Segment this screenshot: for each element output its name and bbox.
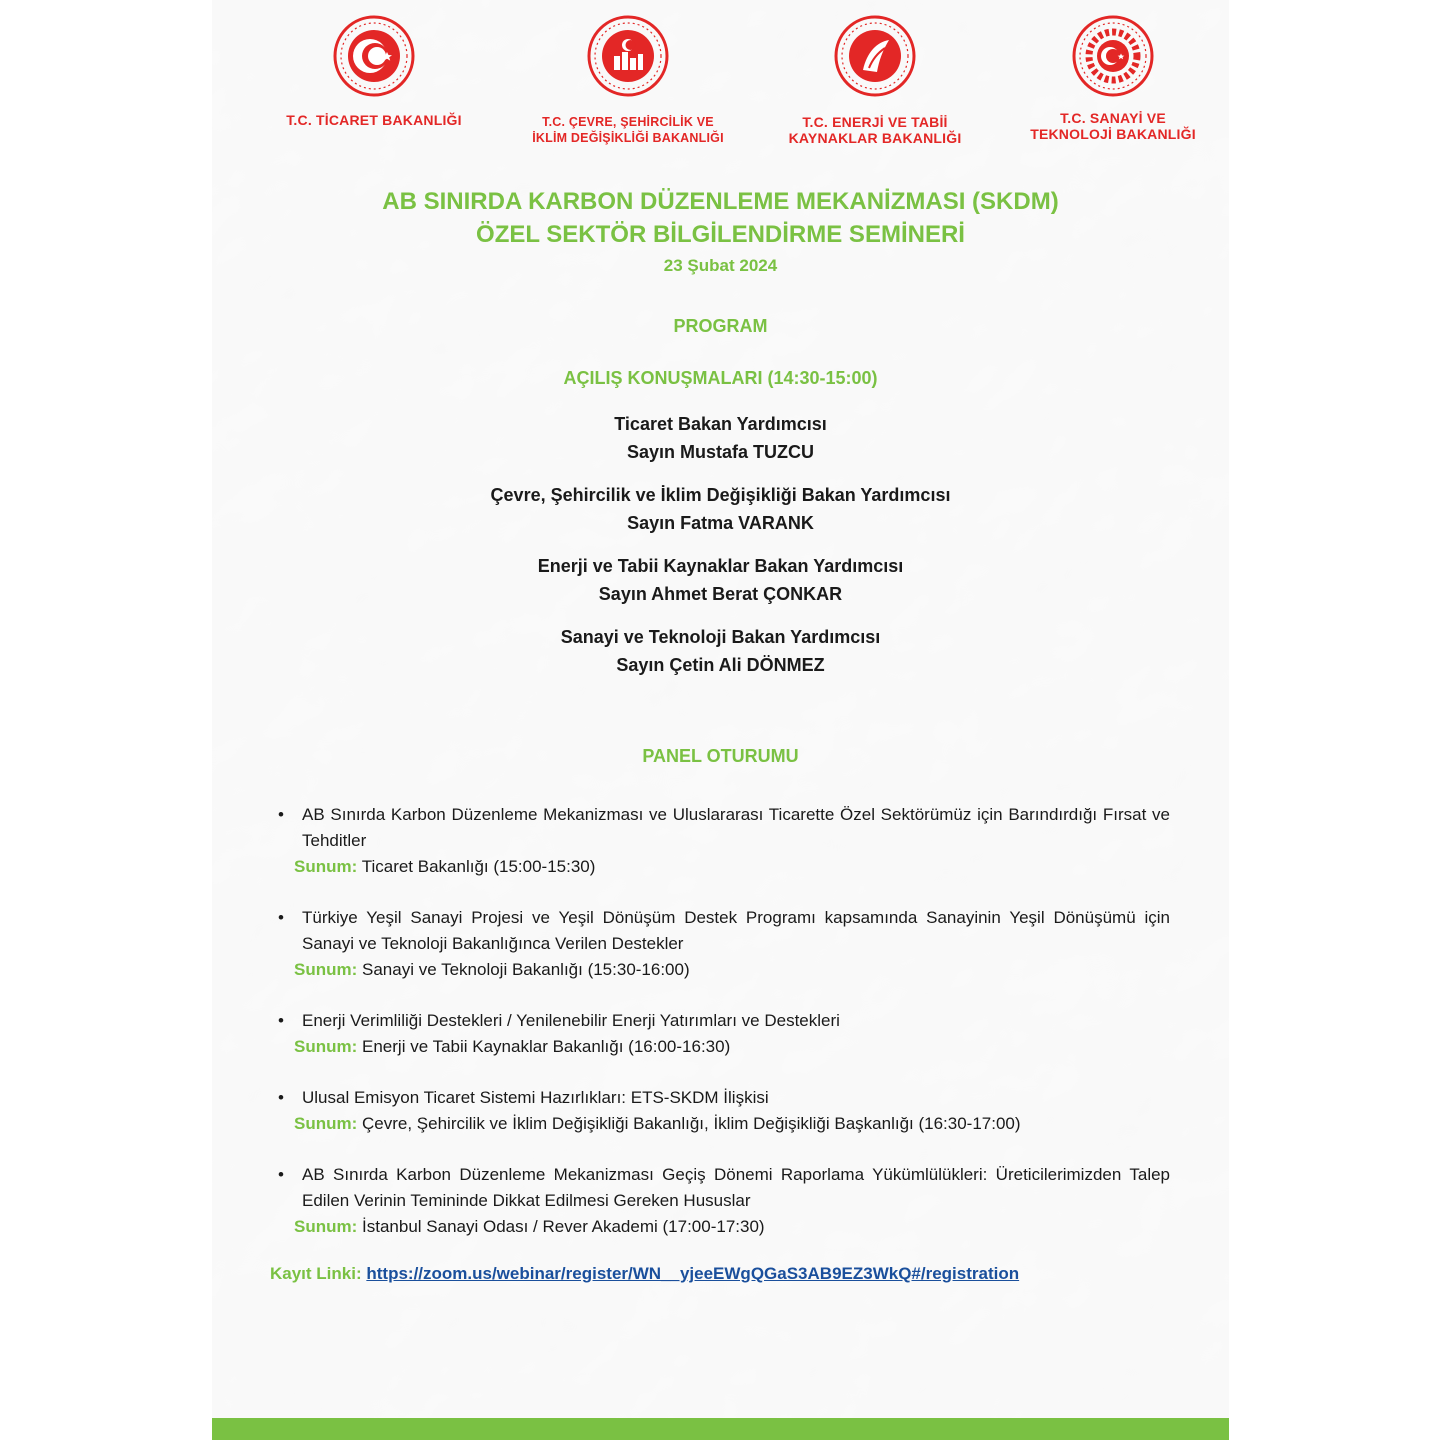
sanayi-seal-icon [1071, 14, 1155, 98]
logo-name-line1: T.C. SANAYİ VE [1060, 110, 1166, 126]
registration-line [270, 1264, 1210, 1284]
cevre-seal-icon [586, 14, 670, 98]
program-heading: PROGRAM [673, 316, 768, 336]
list-item [278, 802, 1170, 880]
seminar-title-block [212, 186, 1229, 280]
speaker-entry [212, 552, 1229, 623]
logo-name-line2: KAYNAKLAR BAKANLIĞI [788, 130, 962, 146]
logo-sanayi [1008, 14, 1218, 142]
logo-name-line2: İKLİM DEĞİŞİKLİĞİ BAKANLIĞI [532, 131, 724, 145]
panel-topic: Türkiye Yeşil Sanayi Projesi ve Yeşil Dönüşüm Destek Programı kapsamında Sanayinin Yeşil Dönüşümü için Sanayi ve Teknoloji Bakanlığınca Verilen Destekler [302, 908, 1170, 953]
logo-ticaret [266, 14, 482, 128]
panel-session-list [278, 802, 1170, 1240]
bullet-icon: • [278, 805, 284, 824]
title-line1: AB SINIRDA KARBON DÜZENLEME MEKANİZMASI (SKDM) [382, 188, 1059, 215]
sunum-label: Sunum: [294, 1037, 358, 1056]
panel-heading: PANEL OTURUMU [642, 746, 799, 766]
presenter-text: Çevre, Şehircilik ve İklim Değişikliği Bakanlığı, İklim Değişikliği Başkanlığı (16:30-17:00) [362, 1114, 1021, 1133]
seminar-date: 23 Şubat 2024 [663, 256, 778, 275]
speaker-name: Sayın Fatma VARANK [627, 513, 814, 533]
presenter-text: Sanayi ve Teknoloji Bakanlığı (15:30-16:00) [362, 960, 690, 979]
presenter-text: Enerji ve Tabii Kaynaklar Bakanlığı (16:00-16:30) [362, 1037, 731, 1056]
panel-presenter [294, 1214, 1170, 1240]
bullet-icon: • [278, 908, 284, 927]
speaker-entry [212, 623, 1229, 694]
enerji-seal-icon [833, 14, 917, 98]
presenter-text: Ticaret Bakanlığı (15:00-15:30) [361, 857, 596, 876]
list-item [278, 1162, 1170, 1240]
panel-topic: Ulusal Emisyon Ticaret Sistemi Hazırlıkları: ETS-SKDM İlişkisi [302, 1088, 769, 1107]
poster-page [212, 0, 1229, 1440]
logo-cevre [514, 14, 742, 146]
panel-presenter [294, 854, 1170, 880]
logo-enerji [766, 14, 984, 146]
panel-topic: AB Sınırda Karbon Düzenleme Mekanizması Geçiş Dönemi Raporlama Yükümlülükleri: Üreticilerimizden Talep Edilen Verinin Temininde Dikkat Edilmesi Gereken Hususlar [302, 1165, 1170, 1210]
speaker-name: Sayın Ahmet Berat ÇONKAR [598, 584, 843, 604]
sunum-label: Sunum: [294, 857, 358, 876]
speaker-role: Ticaret Bakan Yardımcısı [614, 414, 827, 434]
logo-name-line1: T.C. ÇEVRE, ŞEHİRCİLİK VE [542, 115, 714, 129]
panel-topic: AB Sınırda Karbon Düzenleme Mekanizması ve Uluslararası Ticarette Özel Sektörümüz için Barındırdığı Fırsat ve Tehditler [302, 805, 1170, 850]
opening-heading: AÇILIŞ KONUŞMALARI (14:30-15:00) [563, 368, 878, 388]
ticaret-seal-icon [332, 14, 416, 98]
speaker-name: Sayın Çetin Ali DÖNMEZ [616, 655, 825, 675]
bullet-icon: • [278, 1011, 284, 1030]
list-item [278, 1008, 1170, 1060]
panel-presenter [294, 957, 1170, 983]
ministry-logos [212, 14, 1229, 164]
speaker-role: Sanayi ve Teknoloji Bakan Yardımcısı [560, 627, 881, 647]
list-item [278, 1085, 1170, 1137]
opening-speakers [212, 410, 1229, 694]
panel-presenter [294, 1034, 1170, 1060]
registration-link[interactable]: https://zoom.us/webinar/register/WN__yjeeEWgQGaS3AB9EZ3WkQ#/registration [366, 1264, 1020, 1283]
logo-name-line1: T.C. TİCARET BAKANLIĞI [286, 112, 462, 128]
panel-topic: Enerji Verimliliği Destekleri / Yenilenebilir Enerji Yatırımları ve Destekleri [302, 1011, 840, 1030]
speaker-role: Enerji ve Tabii Kaynaklar Bakan Yardımcısı [537, 556, 904, 576]
speaker-entry [212, 481, 1229, 552]
speaker-role: Çevre, Şehircilik ve İklim Değişikliği Bakan Yardımcısı [490, 485, 951, 505]
logo-name-line2: TEKNOLOJİ BAKANLIĞI [1030, 126, 1196, 142]
panel-presenter [294, 1111, 1170, 1137]
presenter-text: İstanbul Sanayi Odası / Rever Akademi (17:00-17:30) [362, 1217, 765, 1236]
bullet-icon: • [278, 1165, 284, 1184]
registration-label: Kayıt Linki: [270, 1264, 362, 1283]
list-item [278, 905, 1170, 983]
logo-name-line1: T.C. ENERJİ VE TABİİ [802, 114, 948, 130]
speaker-name: Sayın Mustafa TUZCU [626, 442, 815, 462]
sunum-label: Sunum: [294, 960, 358, 979]
footer-green-bar [212, 1418, 1229, 1440]
speaker-entry [212, 410, 1229, 481]
bullet-icon: • [278, 1088, 284, 1107]
sunum-label: Sunum: [294, 1217, 358, 1236]
sunum-label: Sunum: [294, 1114, 358, 1133]
title-line2: ÖZEL SEKTÖR BİLGİLENDİRME SEMİNERİ [476, 221, 965, 248]
